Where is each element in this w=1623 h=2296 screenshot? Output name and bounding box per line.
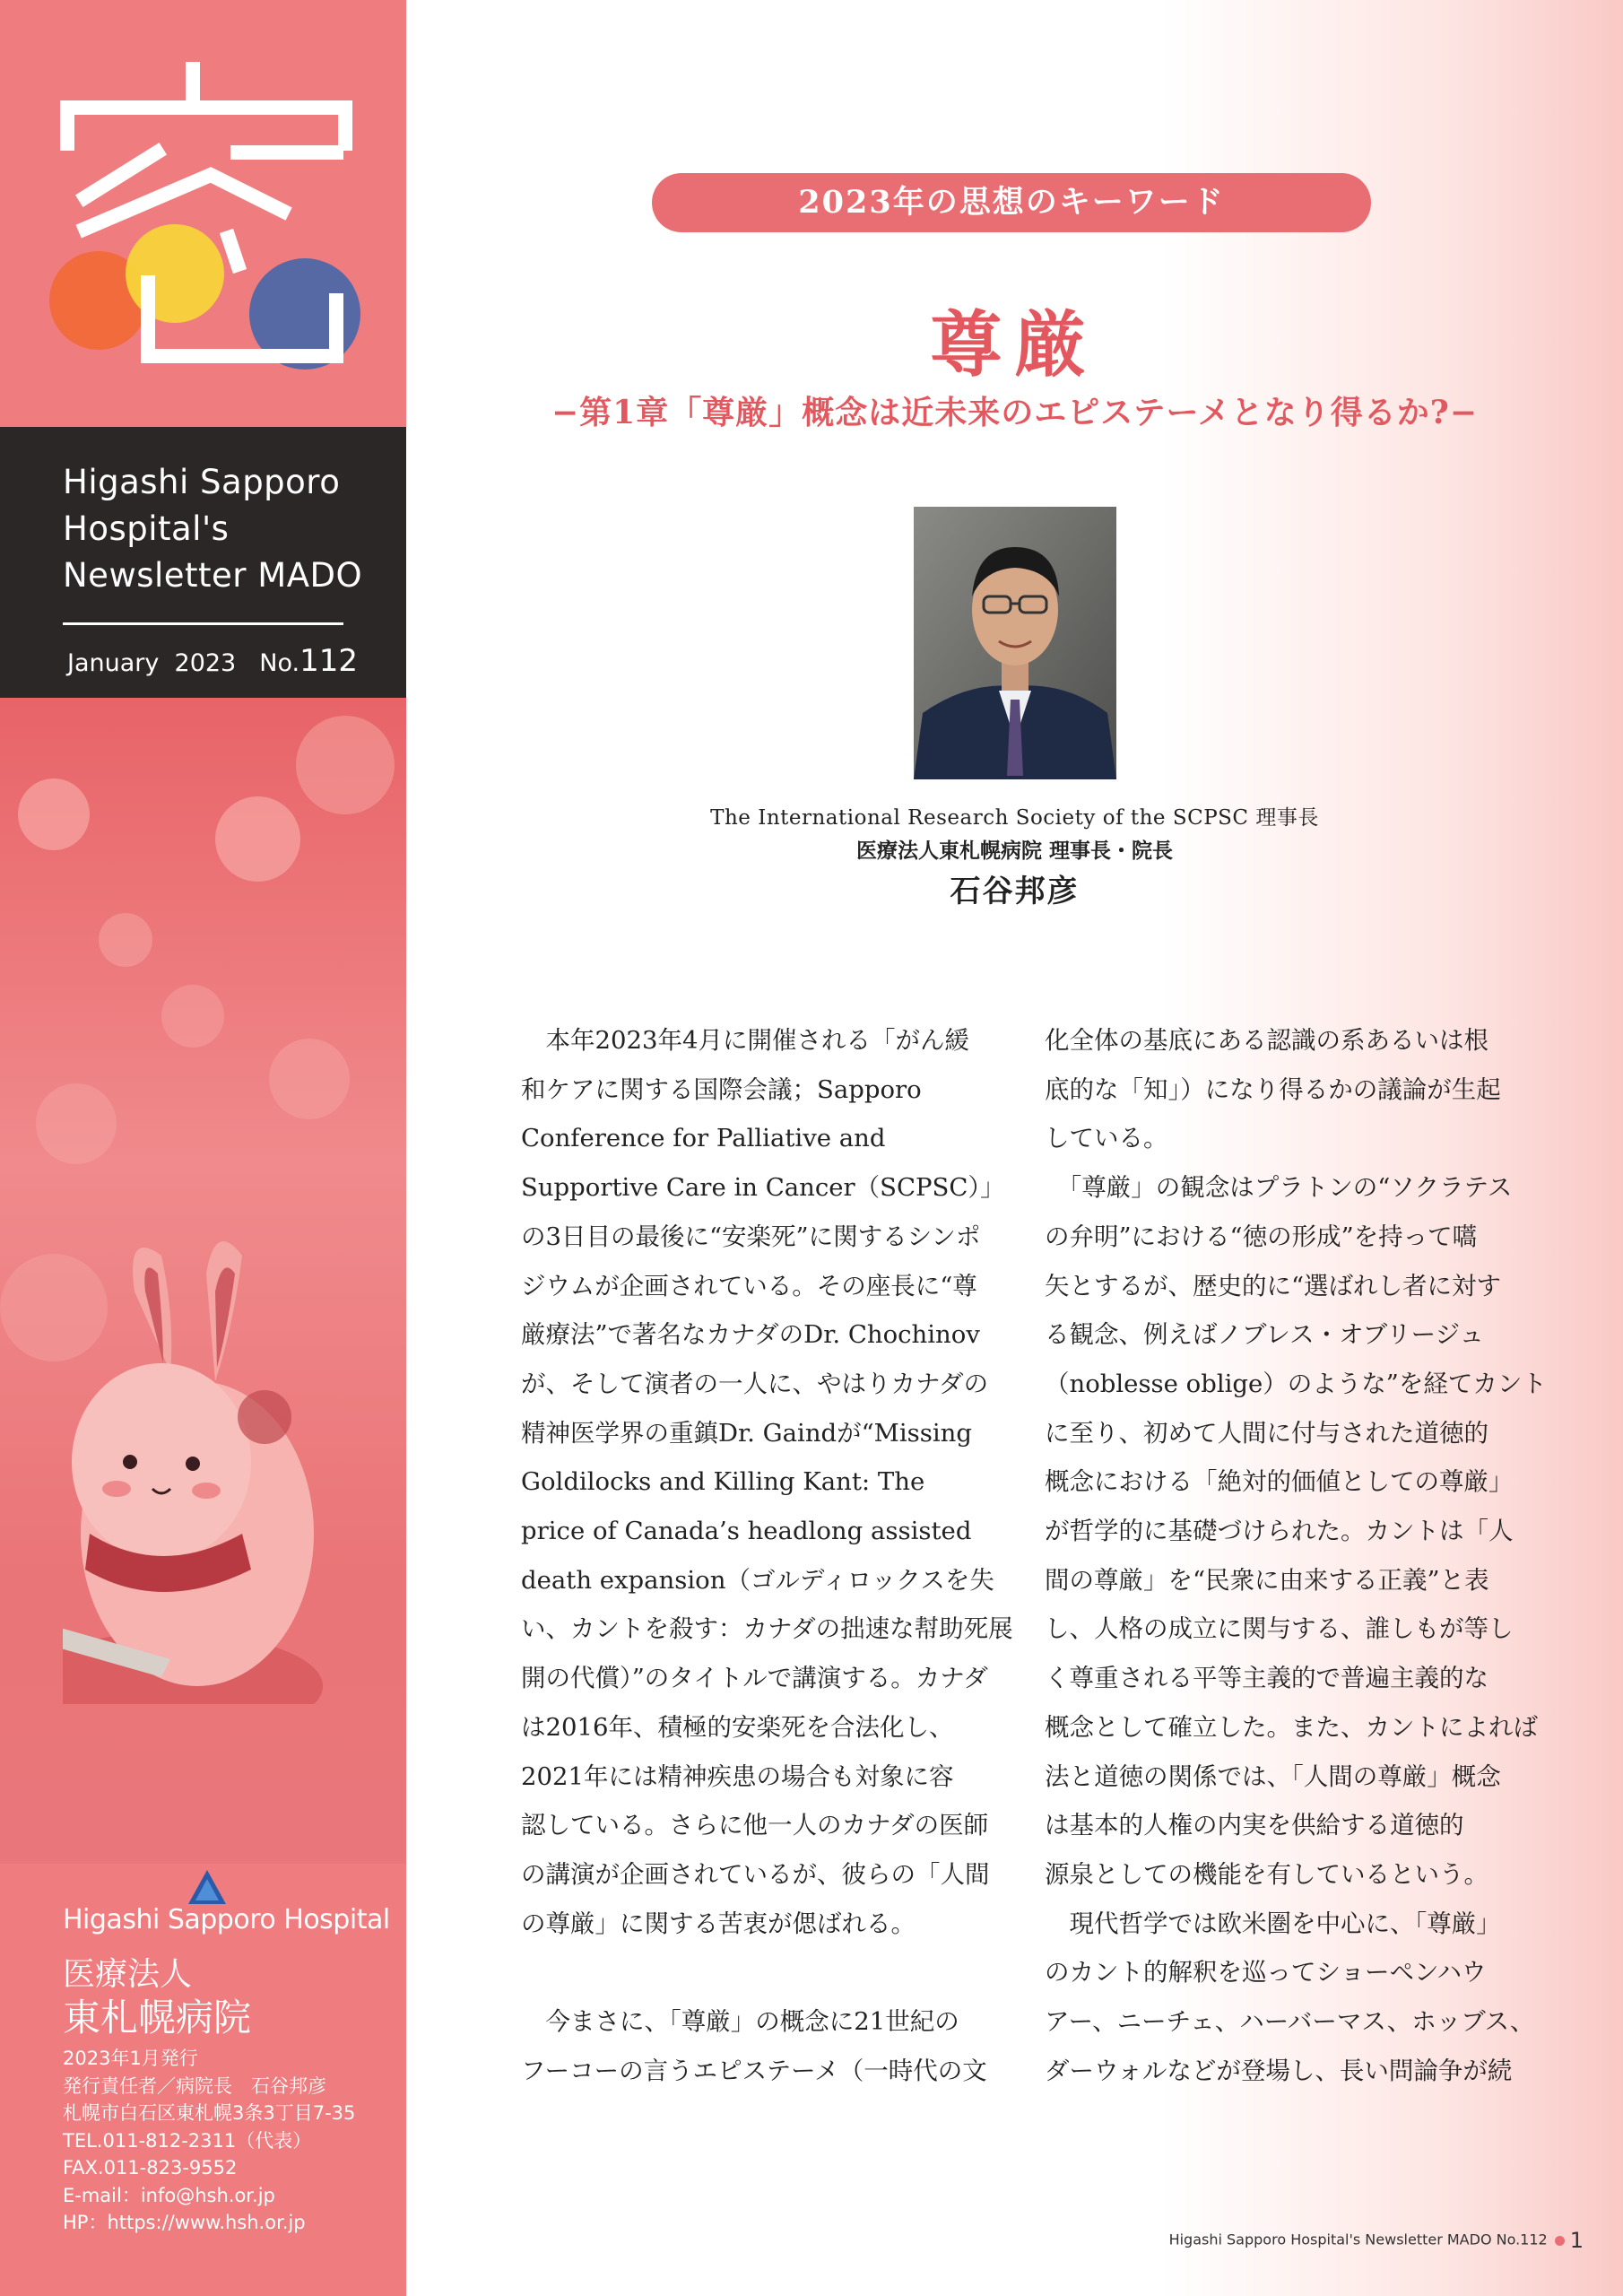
issue-number: 112 xyxy=(299,643,358,679)
running-title: Higashi Sapporo Hospital's Newsletter MADO No.112 xyxy=(1168,2231,1548,2248)
article-text-line: Supportive Care in Cancer（SCPSC）」 xyxy=(521,1173,1005,1203)
article-subtitle: −第1章「尊厳」概念は近未来のエピステーメとなり得るか?− xyxy=(551,394,1478,431)
newsletter-title-block xyxy=(0,427,406,698)
article-text-line: 法と道徳の関係では、「人間の尊厳」概念 xyxy=(1045,1761,1501,1791)
article-page xyxy=(406,0,1623,2296)
article-text-line: 厳療法”で著名なカナダのDr. Chochinov xyxy=(521,1320,980,1350)
issue-info xyxy=(67,643,358,679)
article-text-line: 「尊厳」の観念はプラトンの“ソクラテス xyxy=(1045,1173,1513,1203)
contact-line: E-mail：info@hsh.or.jp xyxy=(63,2184,275,2206)
article-text-line: の講演が企画されているが、彼らの「人間 xyxy=(521,1859,990,1889)
article-column-left xyxy=(521,1016,1013,2095)
article-text-line: が、そして演者の一人に、やはりカナダの xyxy=(521,1369,989,1398)
page-footer xyxy=(1169,2228,1584,2253)
keyword-pill: 2023年の思想のキーワード xyxy=(652,173,1371,232)
article-text-line: が哲学的に基礎づけられた。カントは「人 xyxy=(1045,1517,1514,1546)
article-text-line: 開の代償）”のタイトルで講演する。カナダ xyxy=(521,1664,988,1693)
article-text-line: に至り、初めて人間に付与された道徳的 xyxy=(1045,1418,1488,1448)
sidebar xyxy=(0,0,406,2296)
hospital-name-en: Higashi Sapporo Hospital xyxy=(63,1904,390,1935)
article-text-line xyxy=(521,1948,987,1997)
article-text-line: 現代哲学では欧米圏を中心に、「尊厳」 xyxy=(1045,1909,1501,1938)
article-text-line: 本年2023年4月に開催される「がん緩 xyxy=(521,1026,969,1055)
article-text-line: い、カントを殺す：カナダの拙速な幇助死展 xyxy=(521,1614,1013,1644)
article-text-line: 源泉としての機能を有しているという。 xyxy=(1045,1859,1488,1889)
article-column-right xyxy=(1045,1016,1547,2095)
newsletter-title-line: Higashi Sapporo xyxy=(63,463,341,501)
article-text-line: Conference for Palliative and xyxy=(521,1124,886,1153)
article-text-line: 精神医学界の重鎮Dr. Gaindが“Missing xyxy=(521,1418,972,1448)
newsletter-title-line: Newsletter MADO xyxy=(63,556,363,595)
article-text-line: る観念、例えばノブレス・オブリージュ xyxy=(1045,1320,1485,1350)
article-text-line: death expansion（ゴルディロックスを失 xyxy=(521,1565,994,1595)
article-text-line: 矢とするが、歴史的に“選ばれし者に対す xyxy=(1045,1271,1502,1300)
rabbit-figurine-image xyxy=(63,1238,404,1704)
article-text-line: フーコーの言うエピステーメ（一時代の文 xyxy=(521,2056,987,2085)
article-text-line: は基本的人権の内実を供給する道徳的 xyxy=(1045,1811,1464,1840)
article-text-line: ジウムが企画されている。その座長に“尊 xyxy=(521,1271,977,1300)
article-text-line: の弁明”における“徳の形成”を持って嚆 xyxy=(1045,1222,1478,1251)
hospital-corp: 医療法人 xyxy=(63,1956,193,1993)
hospital-name-ja: 東札幌病院 xyxy=(63,1996,252,2039)
contact-line: HP：https://www.hsh.or.jp xyxy=(63,2212,306,2233)
newsletter-title-line: Hospital's xyxy=(63,509,230,548)
article-title: 尊厳 xyxy=(930,302,1099,387)
article-text-line: し、人格の成立に関与する、誰しもが等し xyxy=(1045,1614,1514,1644)
article-text-line: 概念における「絶対的価値としての尊厳」 xyxy=(1045,1467,1514,1497)
article-text-line: （noblesse oblige）のような”を経てカント xyxy=(1045,1369,1547,1398)
article-text-line: 底的な「知」）になり得るかの議論が生起 xyxy=(1045,1074,1501,1104)
newsletter-title xyxy=(63,459,386,599)
contact-line: 札幌市白石区東札幌3条3丁目7-35 xyxy=(63,2102,356,2124)
divider xyxy=(63,622,343,625)
article-text-line: 和ケアに関する国際会議；Sapporo xyxy=(521,1074,922,1104)
contact-line: 発行責任者／病院長 石谷邦彦 xyxy=(63,2074,326,2097)
article-text-line: 間の尊厳」を“民衆に由来する正義”と表 xyxy=(1045,1565,1489,1595)
bullet-dot xyxy=(1555,2236,1565,2246)
contact-line: FAX.011-823-9552 xyxy=(63,2157,238,2179)
author-portrait xyxy=(914,507,1116,779)
issue-prefix: No. xyxy=(259,649,300,677)
article-text-line: のカント的解釈を巡ってショーペンハウ xyxy=(1045,1958,1487,1987)
contact-line: TEL.011-812-2311（代表） xyxy=(63,2129,312,2152)
article-text-line: している。 xyxy=(1045,1124,1168,1153)
author-affiliation: The International Research Society of the SCPSC 理事長 xyxy=(710,806,1319,830)
article-text-line: の3日目の最後に“安楽死”に関するシンポ xyxy=(521,1222,981,1251)
mado-logo xyxy=(49,58,372,381)
article-text-line: ダーウォルなどが登場し、長い問論争が続 xyxy=(1045,2056,1513,2085)
article-text-line: 今まさに、「尊厳」の概念に21世紀の xyxy=(521,2007,959,2037)
article-text-line: アー、ニーチェ、ハーバーマス、ホッブス、 xyxy=(1045,2007,1535,2037)
article-text-line: 概念として確立した。また、カントによれば xyxy=(1045,1712,1538,1742)
article-text-line: の尊厳」に関する苦衷が偲ばれる。 xyxy=(521,1909,916,1938)
article-text-line: 化全体の基底にある認識の系あるいは根 xyxy=(1045,1026,1488,1055)
issue-date: January 2023 xyxy=(67,649,237,677)
author-affiliation: 医療法人東札幌病院 理事長・院長 xyxy=(855,839,1173,863)
hospital-logo-icon xyxy=(188,1870,226,1904)
author-name: 石谷邦彦 xyxy=(950,874,1080,909)
article-text-line: は2016年、積極的安楽死を合法化し、 xyxy=(521,1712,954,1742)
contact-info xyxy=(63,2045,355,2237)
article-text-line: く尊重される平等主義的で普遍主義的な xyxy=(1045,1664,1488,1693)
page-number: 1 xyxy=(1569,2228,1584,2253)
article-text-line: 2021年には精神疾患の場合も対象に容 xyxy=(521,1761,954,1791)
contact-line: 2023年1月発行 xyxy=(63,2048,198,2069)
article-text-line: Goldilocks and Killing Kant: The xyxy=(521,1467,925,1497)
article-text-line: 認している。さらに他一人のカナダの医師 xyxy=(521,1811,989,1840)
article-text-line: price of Canada’s headlong assisted xyxy=(521,1517,972,1546)
